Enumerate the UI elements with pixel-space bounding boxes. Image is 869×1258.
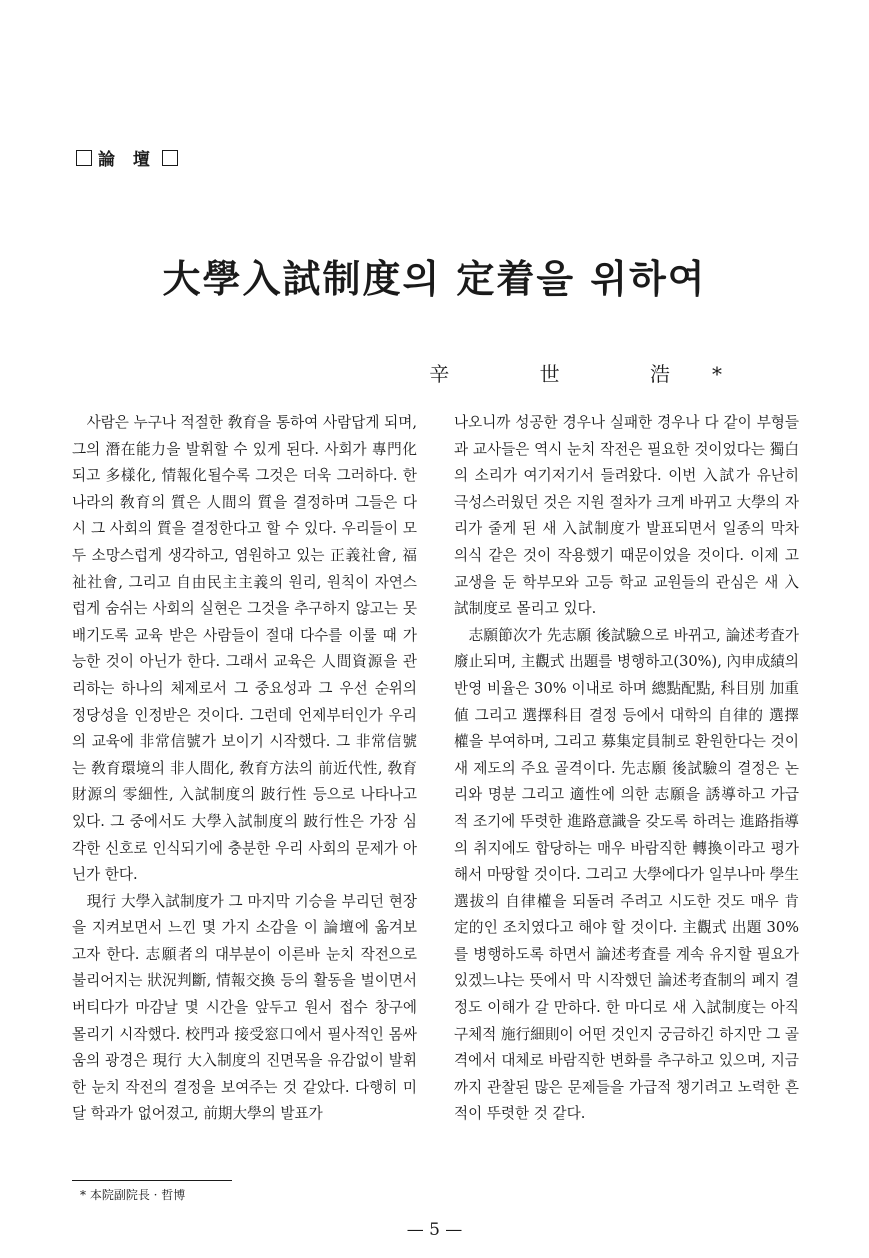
paragraph: 現行 大學入試制度가 그 마지막 기승을 부리던 현장을 지켜보면서 느낀 몇 가지 소감을 이 論壇에 옮겨보고자 한다. 志願者의 대부분이 이른바 눈치 작전으로 불리어지는 狀況判斷, 情報交換 등의 활동을 벌이면서 버티다가 마감날 몇 시간을 앞두고 원서 접수 창구에 몰리기 시작했다. 校門과 接受窓口에서 필사적인 몸싸움의 광경은 現行 大入制度의 진면목을 유감없이 발휘한 눈치 작전의 결정을 보여주는 것 같았다. 다행히 미달 학과가 없어졌고, 前期大學의 발표가 <box>72 892 417 1123</box>
section-label-text: 論 壇 <box>98 150 156 170</box>
footnote-divider <box>72 1180 232 1181</box>
author-name: 辛 世 浩* <box>429 362 764 386</box>
footnote: * 本院副院長 · 哲博 <box>80 1188 186 1202</box>
article-title: 大學入試制度의 定着을 위하여 <box>162 256 707 301</box>
right-column <box>454 410 799 1128</box>
page-number: — 5 — <box>406 1220 463 1240</box>
box-icon-left <box>76 150 92 166</box>
box-icon-right <box>162 150 178 166</box>
paragraph: 志願節次가 先志願 後試驗으로 바뀌고, 論述考査가 廢止되며, 主觀式 出題를 병행하고(30%), 內申成績의 반영 비율은 30% 이내로 하며 總點配點, 科目別 加重値 그리고 選擇科目 결정 등에서 대학의 自律的 選擇權을 부여하며, 그리고 募集定員制로 환원한다는 것이 새 제도의 주요 골격이다. 先志願 後試驗의 결정은 논리와 명분 그리고 適性에 의한 志願을 誘導하고 가급적 조기에 뚜렷한 進路意識을 갖도록 하려는 進路指導의 취지에도 합당하는 매우 바람직한 轉換이라고 평가해서 마땅할 것이다. 그리고 大學에다가 일부나마 學生選拔의 自律權을 되돌려 주려고 시도한 것도 매우 肯定的인 조치였다고 해야 할 것이다. 主觀式 出題 30%를 병행하도록 하면서 論述考査를 계속 유지할 필요가 있겠느냐는 뜻에서 막 시작했던 論述考査制의 폐지 결정도 이해가 갈 만하다. 한 마디로 새 入試制度는 아직 구체적 施行細則이 어떤 것인지 궁금하긴 하지만 그 골격에서 대체로 바람직한 변화를 추구하고 있으며, 지금까지 관찰된 많은 문제들을 가급적 챙기려고 노력한 흔적이 뚜렷한 것 같다. <box>454 626 799 1123</box>
section-label <box>70 145 184 170</box>
left-column <box>72 410 417 1128</box>
paragraph: 사람은 누구나 적절한 敎育을 통하여 사람답게 되며, 그의 潛在能力을 발휘할 수 있게 된다. 사회가 專門化되고 多樣化, 情報化될수록 그것은 더욱 그러하다. 한 나라의 敎育의 質은 人間의 質을 결정하며 그들은 다시 그 사회의 質을 결정한다고 할 수 있다. 우리들이 모두 소망스럽게 생각하고, 염원하고 있는 正義社會, 福祉社會, 그리고 自由民主主義의 원리, 원칙이 자연스럽게 숨쉬는 사회의 실현은 그것을 추구하지 않고는 못배기도록 교육 받은 사람들이 절대 다수를 이룰 때 가능한 것이 아닌가 한다. 그래서 교육은 人間資源을 관리하는 하나의 체제로서 그 중요성과 그 우선 순위의 정당성을 인정받은 것이다. 그런데 언제부터인가 우리의 교육에 非常信號가 보이기 시작했다. 그 非常信號는 敎育環境의 非人間化, 敎育方法의 前近代性, 敎育財源의 零細性, 入試制度의 跛行性 등으로 나타나고 있다. 그 중에서도 大學入試制度의 跛行性은 가장 심각한 신호로 인식되기에 충분한 우리 사회의 문제가 아닌가 한다. <box>72 414 417 884</box>
paragraph: 나오니까 성공한 경우나 실패한 경우나 다 같이 부형들과 교사들은 역시 눈치 작전은 필요한 것이었다는 獨白의 소리가 여기저기서 들려왔다. 이번 入試가 유난히 극성스러웠던 것은 지원 절차가 크게 바뀌고 大學의 자리가 줄게 된 새 入試制度가 발표되면서 일종의 막차 의식 같은 것이 작용했기 때문이었을 것이다. 이제 고교생을 둔 학부모와 고등 학교 교원들의 관심은 새 入試制度로 몰리고 있다. <box>454 414 799 618</box>
